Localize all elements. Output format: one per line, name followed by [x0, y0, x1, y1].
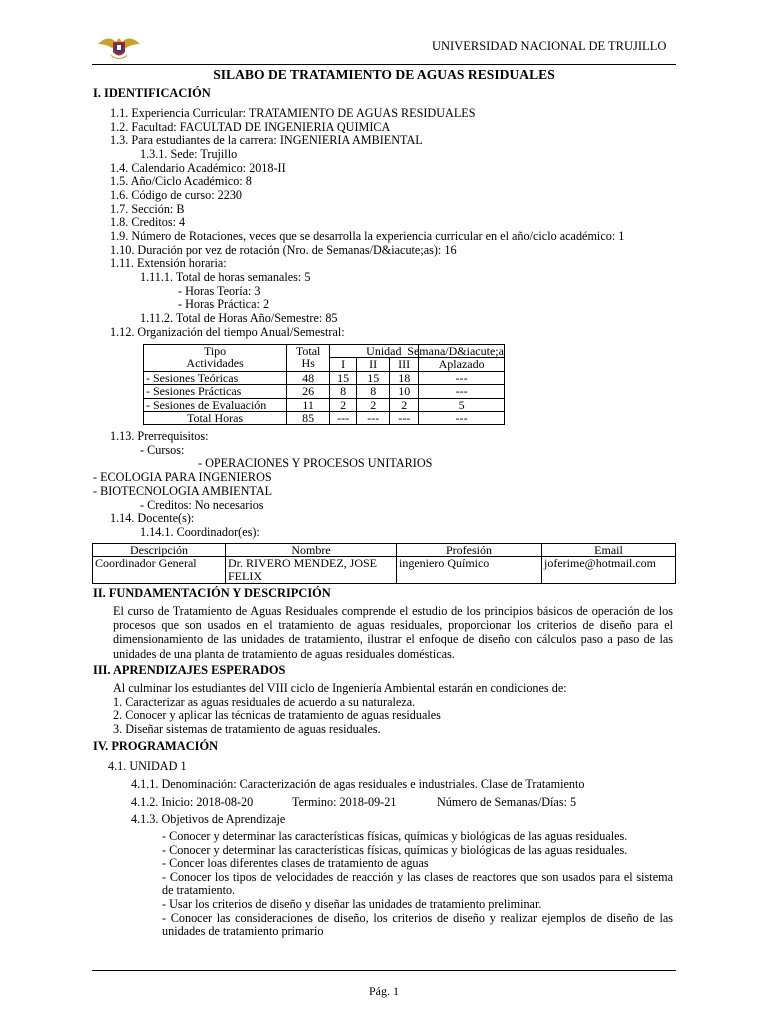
objetivo-item: - Conocer los tipos de velocidades de reacción y las clases de reactores que son usados para el sistema de tratamiento. [162, 870, 673, 898]
unidad-inicio: 4.1.2. Inicio: 2018-08-20 [131, 795, 254, 809]
id-line: 1.5. Año/Ciclo Académico: 8 [110, 174, 252, 188]
prereq-line: - BIOTECNOLOGIA AMBIENTAL [93, 484, 273, 498]
fundamentacion-text: El curso de Tratamiento de Aguas Residuales comprende el estudio de los principios básicos de operación de los procesos que son usados en el tratamiento de aguas residuales, proporcionar los criterios de diseño para el dimensionamiento de las unidades de tratamiento, ilustrar el enfoque de diseño con cálculos paso a paso de las unidades de una planta de tratamiento de aguas residuales domésticas. [113, 604, 673, 661]
section-aprendizajes-heading: III. APRENDIZAJES ESPERADOS [93, 663, 286, 677]
id-line: 1.11.2. Total de Horas Año/Semestre: 85 [140, 311, 338, 325]
table-header-cell: Unidad I II III [330, 345, 419, 372]
objetivo-item: - Usar los criterios de diseño y diseñar las unidades de tratamiento preliminar. [162, 897, 542, 911]
unidad-denominacion: 4.1.1. Denominación: Caracterización de agas residuales e industriales. Clase de Tratamiento [131, 777, 585, 791]
section-programacion-heading: IV. PROGRAMACIÓN [93, 739, 219, 753]
header-divider [92, 64, 676, 65]
prereq-line: 1.14. Docente(s): [110, 511, 195, 525]
id-line: 1.2. Facultad: FACULTAD DE INGENIERIA QUIMICA [110, 120, 391, 134]
aprendizaje-line: Al culminar los estudiantes del VIII ciclo de Ingeniería Ambiental estarán en condiciones de: [113, 681, 567, 695]
id-line: 1.8. Creditos: 4 [110, 215, 186, 229]
prereq-line: - OPERACIONES Y PROCESOS UNITARIOS [198, 456, 433, 470]
id-line: 1.11. Extensión horaria: [110, 256, 227, 270]
section-fundamentacion-heading: II. FUNDAMENTACIÓN Y DESCRIPCIÓN [93, 586, 331, 600]
university-shield-eagle-icon [96, 32, 142, 62]
aprendizaje-line: 1. Caracterizar as aguas residuales de acuerdo a su naturaleza. [113, 695, 416, 709]
id-line: 1.1. Experiencia Curricular: TRATAMIENTO DE AGUAS RESIDUALES [110, 106, 476, 120]
objetivo-item: - Conocer las consideraciones de diseño, los criterios de diseño y realizar ejemplos de diseño de las unidades de tratamiento primario [162, 911, 673, 939]
table-row: - Sesiones Prácticas 26 8 8 10 --- [144, 385, 505, 398]
id-line: 1.11.1. Total de horas semanales: 5 [140, 270, 311, 284]
id-line: 1.3.1. Sede: Trujillo [140, 147, 238, 161]
table-row: - Sesiones de Evaluación 11 2 2 2 5 [144, 398, 505, 411]
page-number: Pág. 1 [369, 984, 399, 998]
id-line: 1.12. Organización del tiempo Anual/Semestral: [110, 325, 345, 339]
table-header-cell: Tipo Actividades [144, 345, 287, 372]
university-name: UNIVERSIDAD NACIONAL DE TRUJILLO [432, 39, 667, 53]
footer-divider [92, 970, 676, 971]
objetivo-item: - Conocer y determinar las características físicas, químicas y biológicas de las aguas residuales. [162, 843, 628, 857]
id-line: 1.10. Duración por vez de rotación (Nro. de Semanas/D&iacute;as): 16 [110, 243, 457, 257]
table-row: - Sesiones Teóricas 48 15 15 18 --- [144, 371, 505, 384]
prereq-line: - Cursos: [140, 443, 185, 457]
prereq-line: 1.13. Prerrequisitos: [110, 429, 209, 443]
prereq-line: - ECOLOGIA PARA INGENIEROS [93, 470, 272, 484]
unidad-objetivos: 4.1.3. Objetivos de Aprendizaje [131, 812, 286, 826]
objetivo-item: - Conocer y determinar las características físicas, químicas y biológicas de las aguas residuales. [162, 829, 628, 843]
aprendizaje-line: 2. Conocer y aplicar las técnicas de tratamiento de aguas residuales [113, 708, 441, 722]
docente-table [92, 543, 676, 584]
unidad-termino: Termino: 2018-09-21 [292, 795, 397, 809]
section-identificacion-heading: I. IDENTIFICACIÓN [93, 86, 211, 100]
prereq-line: 1.14.1. Coordinador(es): [140, 525, 260, 539]
id-line: 1.3. Para estudiantes de la carrera: INGENIERIA AMBIENTAL [110, 133, 423, 147]
table-header-row: Descripción Nombre Profesión Email [93, 544, 676, 557]
table-header-cell: Semana/D&iacute;a Aplazado [407, 344, 504, 372]
table-row: Coordinador General Dr. RIVERO MENDEZ, JOSE FELIX ingeniero Químico joferime@hotmail.com [93, 557, 676, 584]
prereq-line: - Creditos: No necesarios [140, 498, 264, 512]
unidad-semanas: Número de Semanas/Días: 5 [437, 795, 577, 809]
table-header-cell: Total Hs [287, 345, 330, 372]
id-line: 1.7. Sección: B [110, 202, 185, 216]
document-title: SILABO DE TRATAMIENTO DE AGUAS RESIDUALES [213, 67, 555, 82]
table-row: Total Horas 85 --- --- --- --- [144, 412, 505, 425]
id-line: 1.9. Número de Rotaciones, veces que se desarrolla la experiencia curricular en el año/ciclo académico: 1 [110, 229, 625, 243]
id-line: 1.4. Calendario Académico: 2018-II [110, 161, 286, 175]
unidad-title: 4.1. UNIDAD 1 [108, 759, 187, 773]
id-line: - Horas Teoría: 3 [178, 284, 261, 298]
id-line: 1.6. Código de curso: 2230 [110, 188, 243, 202]
aprendizaje-line: 3. Diseñar sistemas de tratamiento de aguas residuales. [113, 722, 381, 736]
objetivo-item: - Concer loas diferentes clases de tratamiento de aguas [162, 856, 429, 870]
time-organization-table [143, 344, 505, 425]
id-line: - Horas Práctica: 2 [178, 297, 270, 311]
